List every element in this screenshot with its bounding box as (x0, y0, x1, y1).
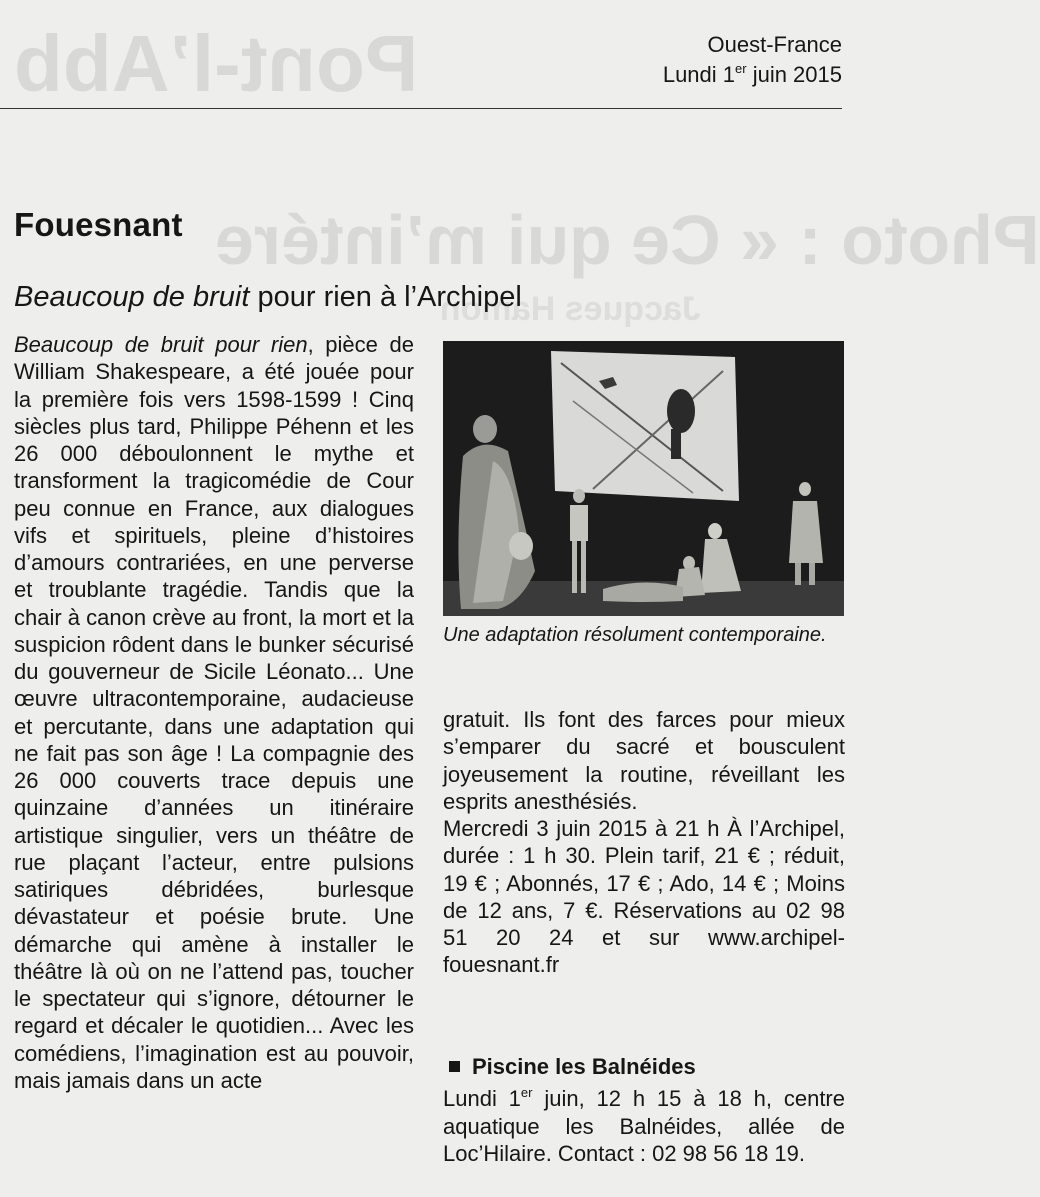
article-column-right (443, 706, 845, 979)
article-lead-italic: Beaucoup de bruit pour rien (14, 332, 308, 357)
article-photo (443, 341, 844, 616)
article-body-right: gratuit. Ils font des farces pour mieux s’emparer du sacré et bousculent joyeusement la routine, réveillant les esprits anesthésiés. (443, 707, 845, 814)
bleed-through-decoration: Jacques Hamon (440, 290, 701, 328)
masthead (663, 30, 842, 90)
brief-title (449, 1054, 696, 1080)
photo-caption: Une adaptation résolument contemporaine. (443, 624, 827, 646)
brief-title-text: Piscine les Balnéides (472, 1054, 696, 1079)
bleed-through-decoration: Pont-l’Abb (14, 19, 419, 108)
section-title: Fouesnant (14, 206, 183, 243)
brief-body: Lundi 1er juin, 12 h 15 à 18 h, centre aquatique les Balnéides, allée de Loc’Hilaire. Contact : 02 98 56 18 19. (443, 1085, 845, 1166)
stage-photo-illustration (443, 341, 844, 616)
bleed-through-decoration: Photo : « Ce qui m’intére (215, 201, 1040, 279)
header-rule (0, 108, 842, 109)
newspaper-name: Ouest-France (707, 32, 842, 57)
article-headline (14, 281, 522, 314)
headline-italic: Beaucoup de bruit (14, 281, 250, 313)
article-column-left (14, 331, 414, 1094)
headline-rest: pour rien à l’Archipel (249, 281, 522, 313)
article-practical-info: Mercredi 3 juin 2015 à 21 h À l’Archipel, durée : 1 h 30. Plein tarif, 21 € ; réduit, 19 € ; Abonnés, 17 € ; Ado, 14 € ; Moins de 12 ans, 7 €. Réservations au 02 98 51 20 24 et sur www.archipel-fouesnant.fr (443, 816, 845, 978)
publication-date: Lundi 1er juin 2015 (662, 61, 842, 87)
article-body-left: , pièce de William Shakespeare, a été jouée pour la première fois vers 1598-1599 ! Cinq siècles plus tard, Philippe Péhenn et les 26 000 déboulonnent le mythe et transforment la tragicomédie de Cour peu connue en France, aux dialogues vifs et spirituels, pleine d’histoires d’amours contrariées, en une perverse et troublante tragédie. Tandis que la chair à canon crève au front, la mort et la suspicion rôdent dans le bunker sécurisé du gouverneur de Sicile Léonato... Une œuvre ultracontemporaine, audacieuse et percutante, dans une adaptation qui ne fait pas son âge ! La compagnie des 26 000 couverts trace depuis une quinzaine d’années un itinéraire artistique singulier, vers un théâtre de rue plaçant l’acteur, entre pulsions satiriques débridées, burlesque dévastateur et poésie brute. Une démarche qui amène à installer le théâtre là où on ne l’attend pas, toucher le spectateur qui s’ignore, détourner le regard et décaler le quotidien... Avec les comédiens, l’imagination est au pouvoir, mais jamais dans un acte (14, 332, 414, 1093)
square-bullet-icon (449, 1061, 460, 1072)
